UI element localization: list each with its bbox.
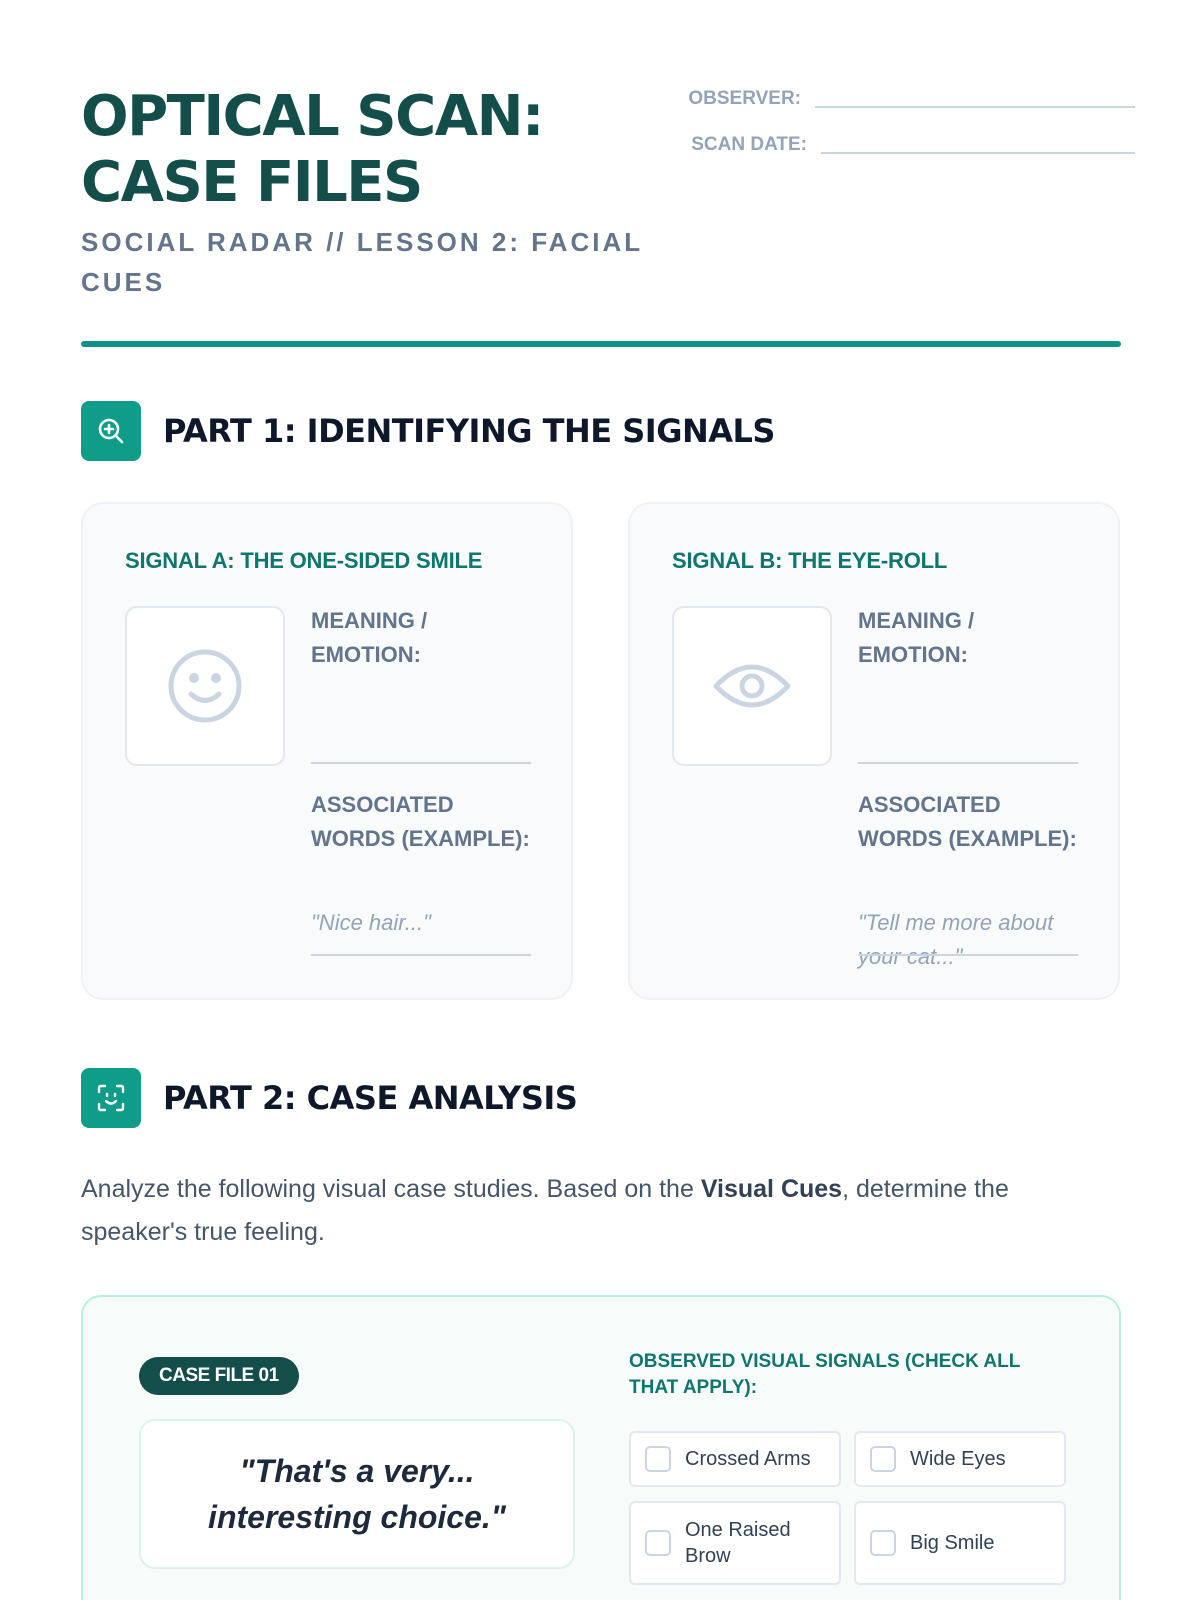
scan-date-input-line[interactable] [821, 152, 1135, 154]
part2-heading [81, 1068, 577, 1128]
associated-words-label: ASSOCIATED WORDS (EXAMPLE): [311, 792, 530, 851]
example-words: "Nice hair..." [311, 910, 431, 935]
words-answer-line[interactable] [311, 954, 531, 956]
associated-words-label: ASSOCIATED WORDS (EXAMPLE): [858, 792, 1077, 851]
intro-text-end: , determine the speaker's true feeling. [81, 1175, 1009, 1246]
lesson-subtitle: SOCIAL RADAR // LESSON 2: FACIAL CUES [81, 227, 643, 297]
option-label: Big Smile [910, 1532, 995, 1554]
intro-visual-cues: Visual Cues [700, 1175, 843, 1203]
example-words: "Tell me more about your cat..." [858, 910, 1054, 969]
case-analysis-instructions [81, 1168, 1121, 1254]
observer-field [673, 86, 1135, 112]
title-line-2: CASE FILES [81, 150, 422, 215]
part1-heading [81, 401, 775, 461]
checkbox[interactable] [870, 1446, 896, 1472]
signal-option-crossed-arms[interactable] [629, 1431, 841, 1487]
case-quote-box [139, 1419, 575, 1569]
signal-option-wide-eyes[interactable] [854, 1431, 1066, 1487]
signal-b-title: SIGNAL B: THE EYE-ROLL [672, 548, 948, 573]
smile-face-icon [125, 606, 285, 766]
meaning-answer-line[interactable] [311, 762, 531, 764]
option-label: One Raised Brow [685, 1519, 791, 1567]
intro-text-start: Analyze the following visual case studies. Based on the [81, 1175, 701, 1203]
meaning-answer-line[interactable] [858, 762, 1078, 764]
checkbox[interactable] [645, 1446, 671, 1472]
worksheet-header [81, 0, 1121, 350]
scan-date-field [673, 132, 1135, 158]
checkbox[interactable] [645, 1530, 671, 1556]
part1-title: PART 1: IDENTIFYING THE SIGNALS [163, 412, 775, 450]
observer-input-line[interactable] [815, 106, 1135, 108]
observed-signals-title: OBSERVED VISUAL SIGNALS (CHECK ALL THAT APPLY): [629, 1351, 1020, 1398]
zoom-in-icon [81, 401, 141, 461]
case-quote: "That's a very... interesting choice." [208, 1453, 506, 1535]
face-scan-icon [81, 1068, 141, 1128]
signal-a-title: SIGNAL A: THE ONE-SIDED SMILE [125, 548, 483, 573]
eye-icon [672, 606, 832, 766]
worksheet-page [81, 0, 1121, 1567]
signal-card-a [81, 502, 573, 1000]
option-label: Wide Eyes [910, 1448, 1006, 1470]
words-answer-line[interactable] [858, 954, 1078, 956]
scan-date-label: SCAN DATE: [691, 134, 807, 155]
option-label: Crossed Arms [685, 1448, 811, 1470]
meaning-label: MEANING / EMOTION: [311, 608, 428, 667]
meaning-label: MEANING / EMOTION: [858, 608, 975, 667]
worksheet-title [81, 84, 641, 216]
case-file-card [81, 1295, 1121, 1600]
case-file-badge: CASE FILE 01 [139, 1357, 299, 1395]
title-line-1: OPTICAL SCAN: [81, 84, 543, 149]
checkbox[interactable] [870, 1530, 896, 1556]
header-divider [81, 341, 1121, 347]
signal-card-b [628, 502, 1120, 1000]
signal-option-one-raised-brow[interactable] [629, 1501, 841, 1585]
part2-title: PART 2: CASE ANALYSIS [163, 1079, 578, 1117]
signal-option-big-smile[interactable] [854, 1501, 1066, 1585]
observer-label: OBSERVER: [688, 88, 801, 109]
